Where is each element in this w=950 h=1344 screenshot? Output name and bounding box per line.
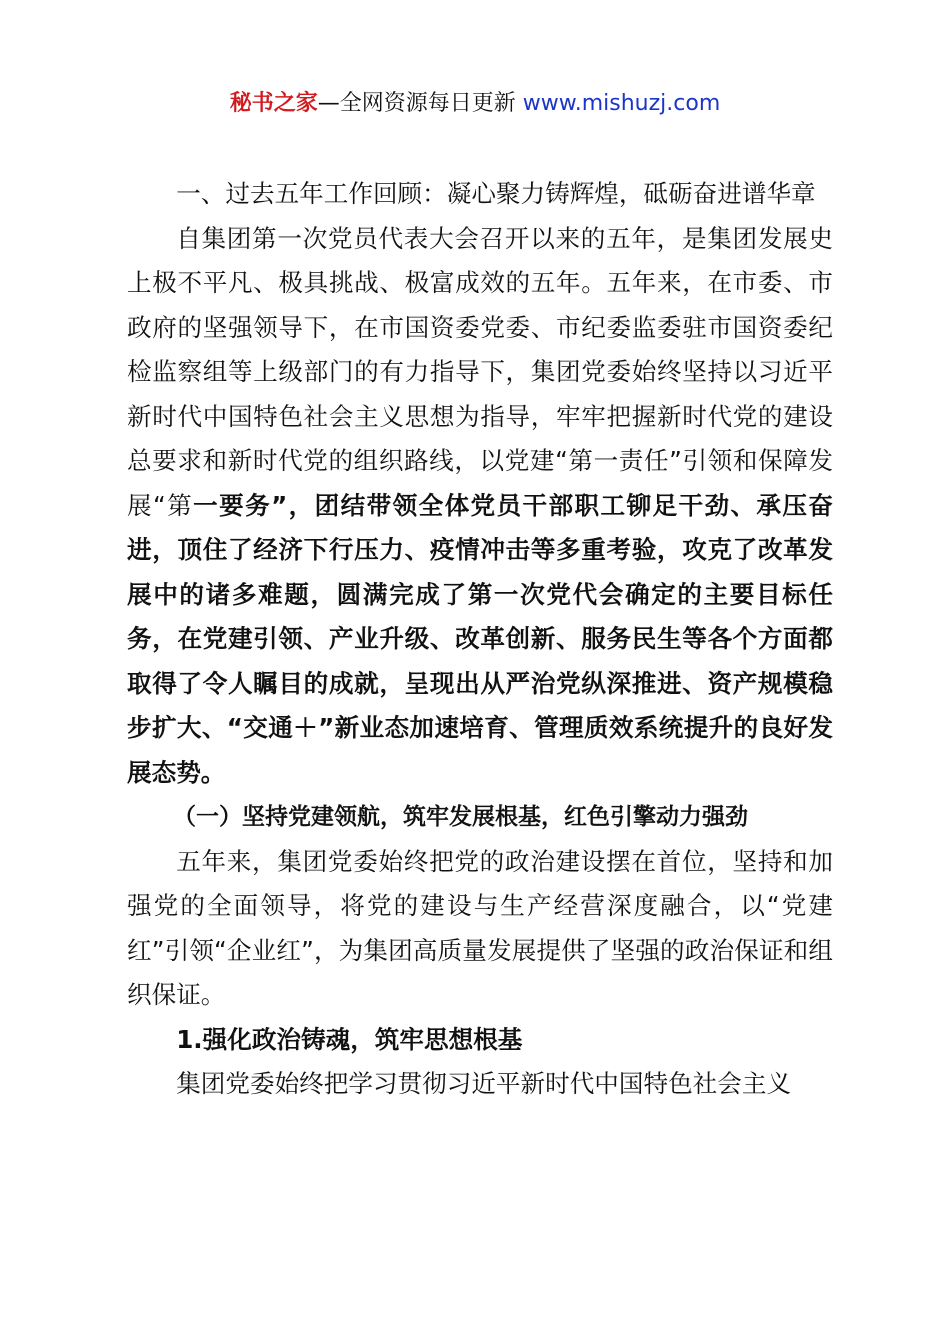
body-paragraph: 集团党委始终把学习贯彻习近平新时代中国特色社会主义	[176, 1069, 792, 1098]
paragraph-text: 自集团第一次党员代表大会召开以来的五年，是集团发展史上极不平凡、极具挑战、极富成效的五年。五年来，在市委、市政府的坚强领导下，在市国资委党委、市纪委监委驻市国资委纪检监察组等上级部门的有力指导下，集团党委始终坚持以习近平新时代中国特色社会主义思想为指导，牢牢把握新时代党的建设总要求和新时代党的组织路线，以党建“第一责任”引领和保障发展“第	[127, 223, 833, 520]
item-heading: 1.强化政治铸魂，筑牢思想根基	[176, 1024, 523, 1054]
body-paragraph: 五年来，集团党委始终把党的政治建设摆在首位，坚持和加强党的全面领导，将党的建设与生产经营深度融合，以“党建红”引领“企业红”，为集团高质量发展提供了坚强的政治保证和组织保证。	[127, 846, 833, 1009]
subsection-heading: （一）坚持党建领航，筑牢发展根基，红色引擎动力强劲	[173, 804, 748, 830]
body-paragraph	[127, 217, 833, 796]
page-header	[0, 88, 950, 120]
paragraph-text-bold: 一要务”，团结带领全体党员干部职工铆足干劲、承压奋进，顶住了经济下行压力、疫情冲击等多重考验，攻克了改革发展中的诸多难题，圆满完成了第一次党代会确定的主要目标任务，在党建引领、产业升级、改革创新、服务民生等各个方面都取得了令人瞩目的成就，呈现出从严治党纵深推进、资产规模稳步扩大、“交通＋”新业态加速培育、管理质效系统提升的良好发展态势。	[127, 490, 833, 787]
header-tagline: —全网资源每日更新	[317, 91, 516, 116]
section-heading: 一、过去五年工作回顾：凝心聚力铸辉煌，砥砺奋进谱华章	[176, 179, 816, 208]
document-body	[127, 172, 833, 1107]
brand-name: 秘书之家	[229, 91, 318, 116]
header-url[interactable]: www.mishuzj.com	[522, 91, 721, 116]
